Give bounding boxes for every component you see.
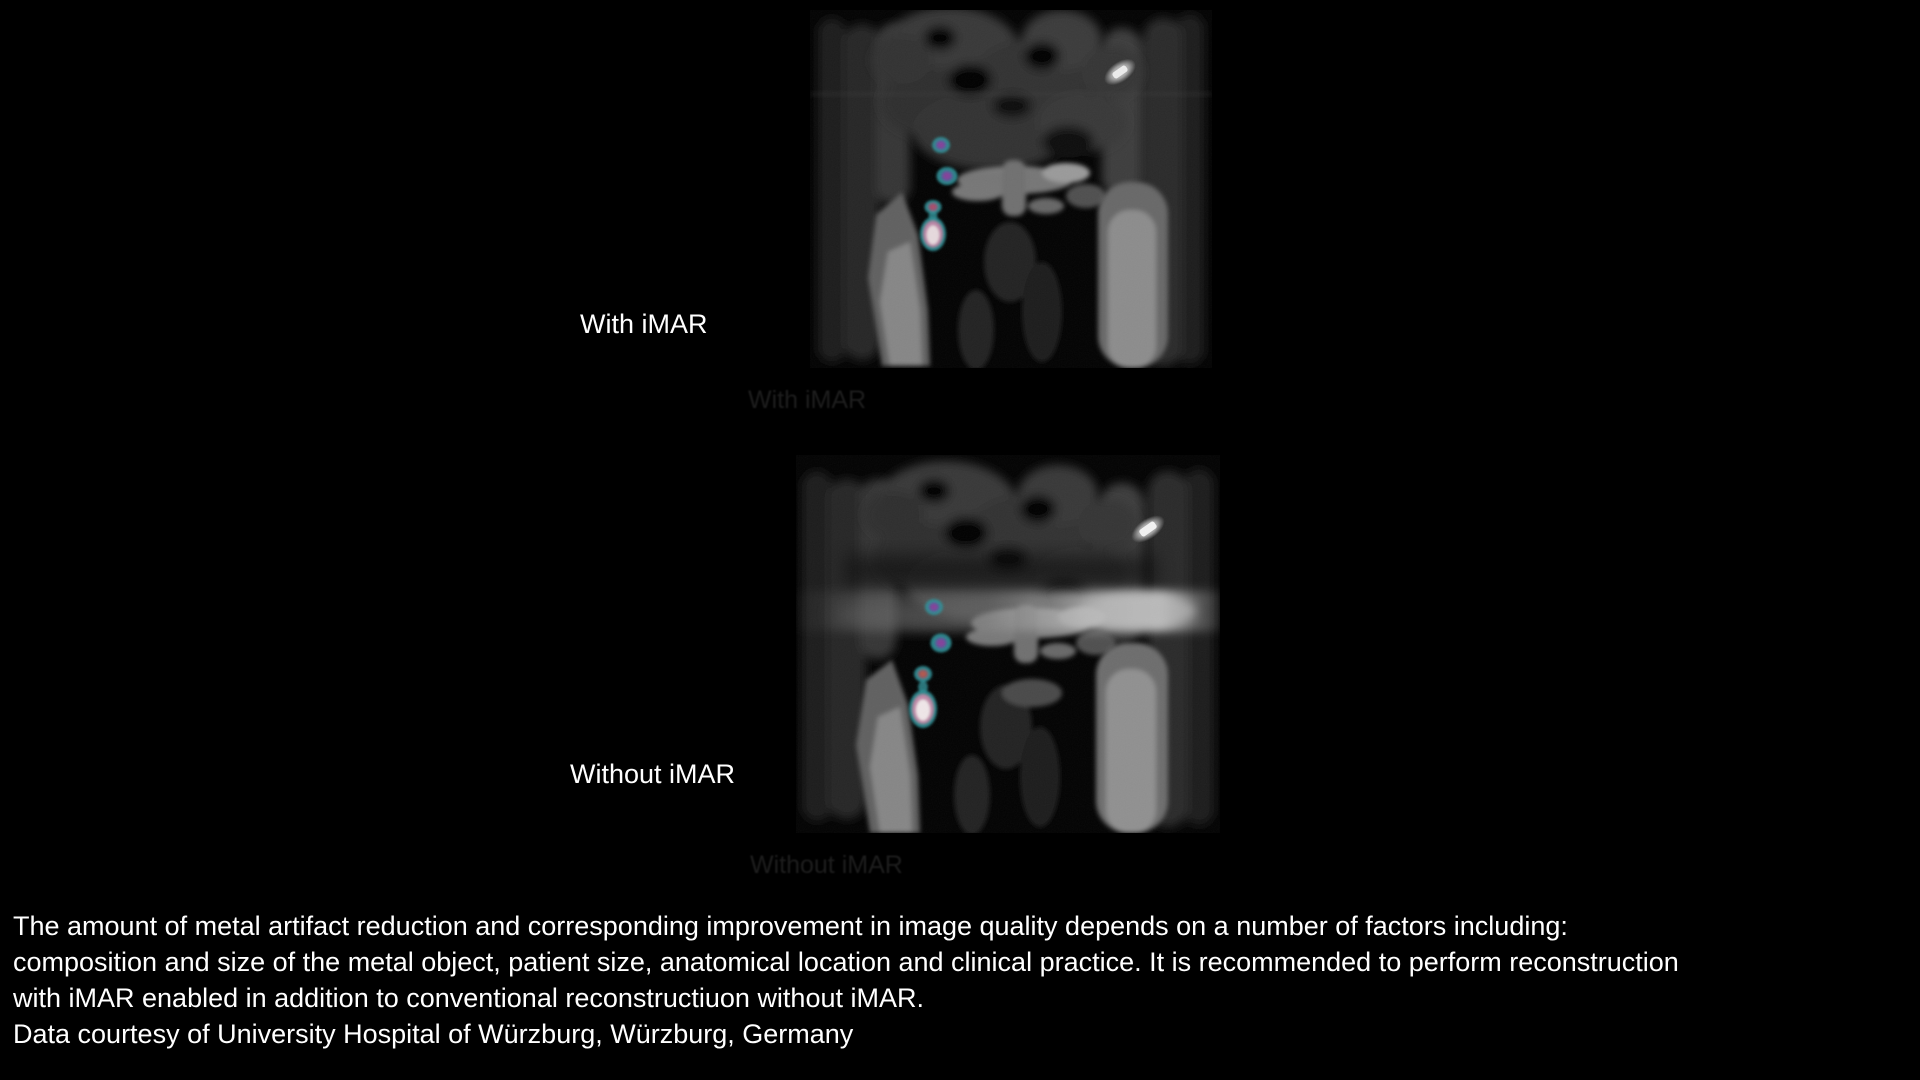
without-imar-ghost-label: Without iMAR [750, 851, 903, 879]
caption-block [13, 908, 1679, 1052]
with-imar-label: With iMAR [580, 309, 708, 339]
without-imar-label: Without iMAR [570, 759, 736, 789]
pet-ct-scan-with-imar [810, 10, 1212, 368]
with-imar-ghost-label: With iMAR [748, 386, 867, 414]
caption-line-3: with iMAR enabled in addition to conventional reconstructiuon without iMAR. [13, 983, 924, 1013]
caption-line-1: The amount of metal artifact reduction and corresponding improvement in image quality depends on a number of factors including: [13, 911, 1568, 941]
caption-line-4: Data courtesy of University Hospital of Würzburg, Würzburg, Germany [13, 1019, 854, 1049]
pet-ct-scan-without-imar [796, 455, 1220, 833]
caption-line-2: composition and size of the metal object, patient size, anatomical location and clinical practice. It is recommended to perform reconstruction [13, 947, 1679, 977]
